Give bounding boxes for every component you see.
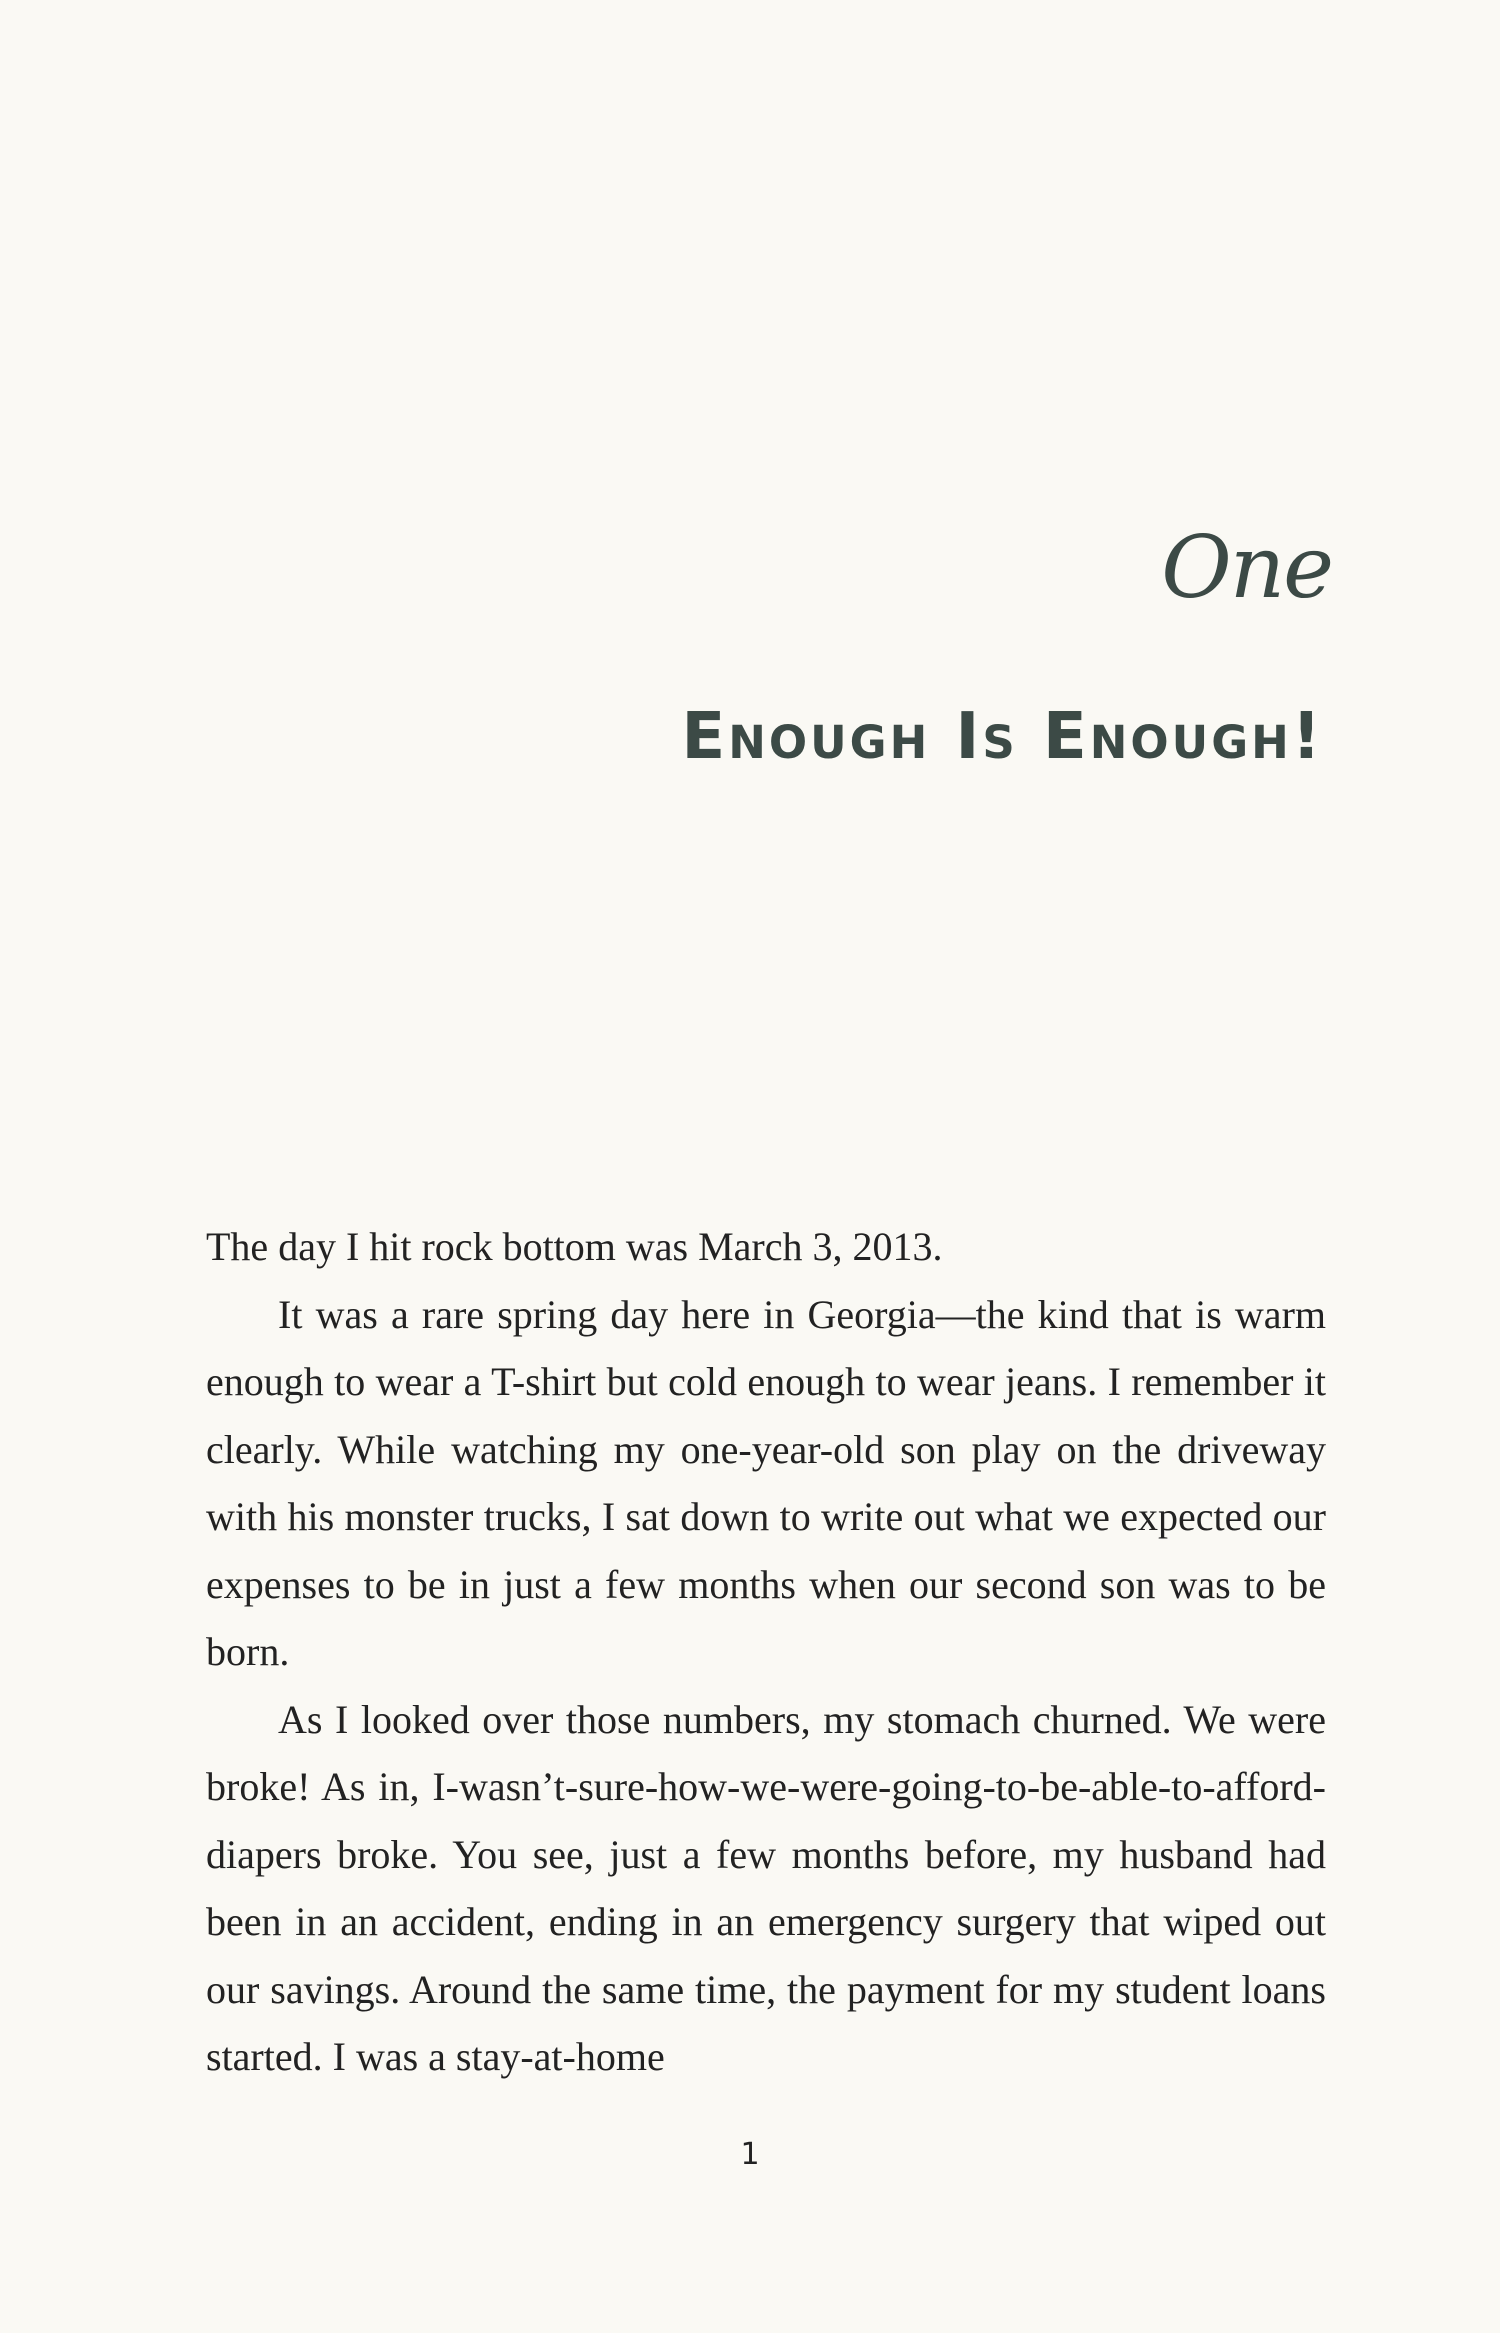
chapter-title: Enough Is Enough!	[681, 700, 1324, 774]
paragraph-3: As I looked over those numbers, my stomach churned. We were broke! As in, I-wasn’t-sure-how-we-were-going-to-be-able-to-afford-diapers broke. You see, just a few months before, my husband had been in an accident, ending in an emergency surgery that wiped out our savings. Around the same time, the payment for my student loans started. I was a stay-at-home	[206, 1696, 1326, 2079]
page-number: 1	[740, 2137, 760, 2172]
paragraph-1: The day I hit rock bottom was March 3, 2013.	[206, 1224, 943, 1269]
body-text	[206, 1213, 1326, 2091]
chapter-number: One	[1161, 518, 1332, 618]
paragraph-2: It was a rare spring day here in Georgia—the kind that is warm enough to wear a T-shirt but cold enough to wear jeans. I remember it clearly. While watching my one-year-old son play on the driveway with his monster trucks, I sat down to write out what we expected our expenses to be in just a few months when our second son was to be born.	[206, 1291, 1326, 1674]
